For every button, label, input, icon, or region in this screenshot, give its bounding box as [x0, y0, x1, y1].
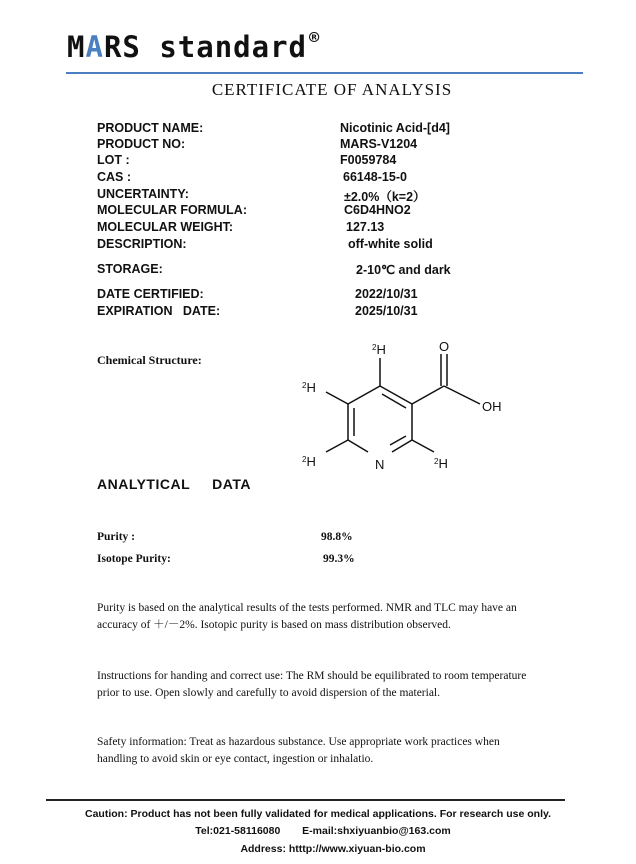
safety-note-line1: Safety information: Treat as hazardous substance. Use appropriate work practices when [97, 736, 500, 748]
analytical-heading-part2: DATA [212, 476, 251, 492]
safety-note-line2: handling to avoid skin or eye contact, ingestion or inhalatio. [97, 753, 374, 765]
telephone: Tel:021-58116080 [195, 825, 281, 837]
formula-value: C6D4HNO2 [344, 203, 411, 217]
isotope-purity-label: Isotope Purity: [97, 553, 171, 565]
purity-note [97, 600, 557, 634]
logo-letter-a: A [85, 30, 104, 64]
nitrogen-label: N [375, 457, 385, 472]
chemical-structure-diagram [296, 330, 536, 480]
atom-label-text: H [376, 342, 386, 357]
brand-logo [67, 28, 320, 64]
product-no-label: PRODUCT NO: [97, 137, 186, 151]
deuterium-lower-left-label: $^2$H [302, 454, 316, 469]
structure-bonds [326, 354, 480, 452]
storage-value: 2-10℃ and dark [356, 263, 451, 277]
purity-note-line1: Purity is based on the analytical results of the tests performed. NMR and TLC may have an [97, 602, 517, 614]
registered-mark: ® [309, 28, 321, 48]
cas-label: CAS : [97, 170, 132, 184]
purity-note-line2: accuracy of ＋/－2%. Isotopic purity is based on mass distribution observed. [97, 619, 451, 631]
uncertainty-label: UNCERTAINTY: [97, 187, 189, 201]
logo-letter-m: M [67, 30, 86, 64]
product-no-value: MARS-V1204 [340, 137, 418, 151]
deuterium-top-label: $^2$H [372, 342, 386, 357]
analytical-heading-part1: ANALYTICAL [97, 476, 191, 492]
weight-label: MOLECULAR WEIGHT: [97, 220, 234, 234]
uncertainty-value: ±2.0%（k=2） [344, 190, 426, 204]
deuterium-upper-left-label: $^2$H [302, 380, 316, 395]
product-name-label: PRODUCT NAME: [97, 121, 204, 135]
oxygen-label: O [439, 339, 450, 354]
lot-label: LOT : [97, 153, 130, 167]
email: E-mail:shxiyuanbio@163.com [302, 825, 451, 837]
address: Address: htttp://www.xiyuan-bio.com [240, 843, 426, 855]
analytical-data-heading [97, 476, 251, 492]
instructions-note [97, 668, 557, 702]
date-certified-label: DATE CERTIFIED: [97, 287, 204, 301]
date-certified-value: 2022/10/31 [355, 287, 418, 301]
header-rule [66, 72, 583, 74]
logo-text: RS standard [103, 30, 307, 64]
expiration-value: 2025/10/31 [355, 304, 418, 318]
description-value: off-white solid [348, 237, 433, 251]
weight-value: 127.13 [346, 220, 385, 234]
storage-label: STORAGE: [97, 262, 163, 276]
expiration-label: EXPIRATION DATE: [97, 304, 221, 318]
document-title: CERTIFICATE OF ANALYSIS [211, 80, 453, 99]
hydroxyl-label: OH [482, 399, 502, 414]
deuterium-lower-right-label: $^2$H [434, 456, 448, 471]
product-name-value: Nicotinic Acid-[d4] [340, 121, 450, 135]
cas-value: 66148-15-0 [343, 170, 407, 184]
formula-label: MOLECULAR FORMULA: [97, 203, 247, 217]
lot-value: F0059784 [340, 153, 397, 167]
purity-value: 98.8% [321, 531, 353, 543]
safety-note [97, 734, 557, 768]
chemical-structure-label: Chemical Structure: [97, 353, 202, 367]
description-label: DESCRIPTION: [97, 237, 187, 251]
instructions-note-line1: Instructions for handing and correct use: The RM should be equilibrated to room temperature [97, 670, 527, 682]
contact-line [0, 825, 636, 837]
instructions-note-line2: prior to use. Open slowly and carefully to avoid dispersion of the material. [97, 687, 440, 699]
isotope-purity-value: 99.3% [323, 553, 355, 565]
footer-rule [46, 799, 565, 801]
purity-label: Purity : [97, 531, 136, 543]
caution-text: Caution: Product has not been fully validated for medical applications. For research use only. [85, 808, 551, 820]
